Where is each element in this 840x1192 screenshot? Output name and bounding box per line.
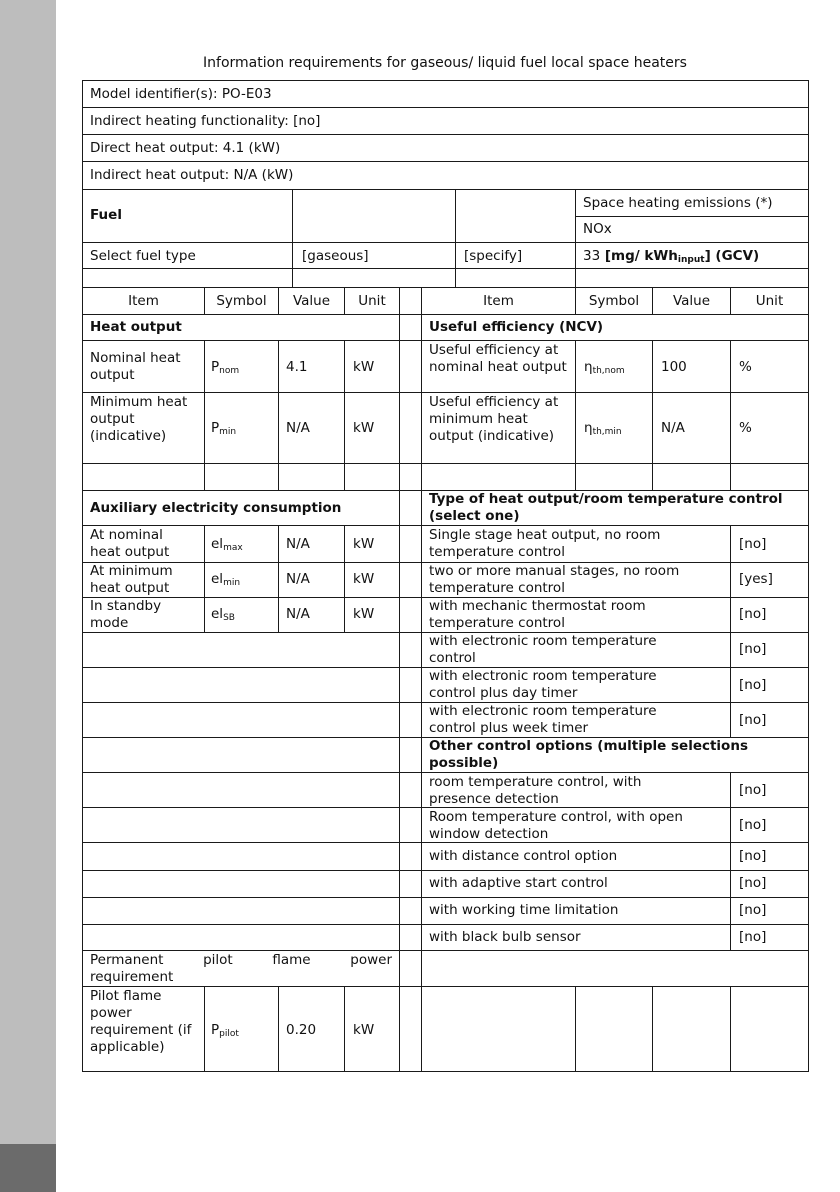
other-row-black-bulb-value: [no]: [739, 929, 767, 945]
other-row-black-bulb: with black bulb sensor: [429, 929, 581, 945]
header-symbol-right: Symbol: [588, 293, 640, 309]
nominal-heat-output-unit: kW: [353, 359, 375, 375]
other-row-open-window: Room temperature control, with open window detection: [429, 809, 683, 842]
nox-label: NOx: [583, 221, 612, 237]
aux-row-minimum-unit: kW: [353, 571, 375, 587]
model-identifier: Model identifier(s): PO-E03: [90, 86, 272, 102]
useful-efficiency-nominal-value: 100: [661, 359, 687, 375]
useful-efficiency-minimum-item: Useful efficiency at minimum heat output (indicative): [429, 394, 559, 444]
header-symbol-left: Symbol: [216, 293, 267, 309]
useful-efficiency-nominal-item: Useful efficiency at nominal heat output: [429, 342, 567, 375]
other-row-distance: with distance control option: [429, 848, 618, 864]
permanent-pilot-label: Permanent pilot flame power requirement: [90, 952, 392, 985]
control-row-mechanic-thermostat: with mechanic thermostat room temperature control: [429, 598, 646, 631]
control-row-manual-stages: two or more manual stages, no room temperature control: [429, 563, 680, 596]
other-row-working-time-value: [no]: [739, 902, 767, 918]
aux-row-minimum-value: N/A: [286, 571, 310, 587]
header-item-right: Item: [483, 293, 514, 309]
aux-row-nominal-unit: kW: [353, 536, 375, 552]
aux-row-standby-value: N/A: [286, 606, 310, 622]
header-unit-left: Unit: [358, 293, 386, 309]
select-fuel-type: Select fuel type: [90, 248, 196, 264]
minimum-heat-output-item: Minimum heat output (indicative): [90, 394, 188, 444]
fuel-label: Fuel: [90, 207, 122, 223]
other-row-presence: room temperature control, with presence detection: [429, 774, 642, 807]
aux-row-standby-symbol: $el_{SB}$: [211, 606, 235, 623]
aux-row-standby-unit: kW: [353, 606, 375, 622]
other-row-working-time: with working time limitation: [429, 902, 619, 918]
other-row-open-window-value: [no]: [739, 817, 767, 833]
control-row-manual-stages-value: [yes]: [739, 571, 773, 587]
direct-heat-output: Direct heat output: 4.1 (kW): [90, 140, 281, 156]
control-row-week-timer-value: [no]: [739, 712, 767, 728]
other-row-distance-value: [no]: [739, 848, 767, 864]
fuel-specify: [specify]: [464, 248, 523, 264]
minimum-heat-output-symbol: $P_{min}$: [211, 420, 237, 437]
pilot-flame-value: 0.20: [286, 1022, 317, 1038]
header-value-right: Value: [672, 293, 711, 309]
aux-row-minimum-symbol: $el_{min}$: [211, 571, 241, 588]
control-row-mechanic-thermostat-value: [no]: [739, 606, 767, 622]
control-row-electronic-value: [no]: [739, 641, 767, 657]
other-row-presence-value: [no]: [739, 782, 767, 798]
aux-row-minimum-item: At minimum heat output: [90, 563, 173, 596]
useful-efficiency-title: Useful efficiency (NCV): [429, 319, 604, 335]
control-row-electronic: with electronic room temperature control: [429, 633, 657, 666]
aux-row-standby-item: In standby mode: [90, 598, 162, 631]
nominal-heat-output-item: Nominal heat output: [90, 350, 181, 383]
control-type-title: Type of heat output/room temperature control (select one): [429, 491, 783, 524]
minimum-heat-output-unit: kW: [353, 420, 375, 436]
control-row-day-timer: with electronic room temperature control plus day timer: [429, 668, 657, 701]
side-page-tab: [0, 1144, 56, 1192]
pilot-flame-item: Pilot flame power requirement (if applicable): [90, 988, 192, 1055]
nominal-heat-output-value: 4.1: [286, 359, 308, 375]
control-row-day-timer-value: [no]: [739, 677, 767, 693]
aux-row-nominal-item: At nominal heat output: [90, 527, 170, 560]
control-row-single-stage: Single stage heat output, no room temperature control: [429, 527, 661, 560]
control-row-single-stage-value: [no]: [739, 536, 767, 552]
pilot-flame-symbol: $P_{pilot}$: [211, 1022, 239, 1039]
aux-row-nominal-symbol: $el_{max}$: [211, 536, 243, 553]
indirect-heating-functionality: Indirect heating functionality: [no]: [90, 113, 321, 129]
aux-row-nominal-value: N/A: [286, 536, 310, 552]
useful-efficiency-minimum-unit: %: [739, 420, 752, 436]
header-unit-right: Unit: [755, 293, 784, 309]
pilot-flame-unit: kW: [353, 1022, 375, 1038]
page-title: Information requirements for gaseous/ liquid fuel local space heaters: [203, 55, 687, 71]
useful-efficiency-minimum-symbol: $\eta_{th,min}$: [584, 420, 622, 437]
other-row-adaptive-value: [no]: [739, 875, 767, 891]
other-row-adaptive: with adaptive start control: [429, 875, 608, 891]
header-value-left: Value: [292, 293, 331, 309]
nox-value: 33 [mg/ kWh$_{input}$] (GCV): [583, 248, 760, 265]
fuel-gaseous: [gaseous]: [302, 248, 369, 264]
other-control-title: Other control options (multiple selections possible): [429, 738, 748, 771]
header-item-left: Item: [128, 293, 159, 309]
side-margin-bar: [0, 0, 56, 1192]
minimum-heat-output-value: N/A: [286, 420, 310, 436]
aux-title: Auxiliary electricity consumption: [90, 500, 342, 516]
indirect-heat-output: Indirect heat output: N/A (kW): [90, 167, 294, 183]
control-row-week-timer: with electronic room temperature control plus week timer: [429, 703, 657, 736]
useful-efficiency-minimum-value: N/A: [661, 420, 685, 436]
useful-efficiency-nominal-symbol: $\eta_{th,nom}$: [584, 359, 625, 376]
nominal-heat-output-symbol: $P_{nom}$: [211, 359, 240, 376]
useful-efficiency-nominal-unit: %: [739, 359, 752, 375]
emissions-header: Space heating emissions (*): [583, 195, 773, 211]
heat-output-title: Heat output: [90, 319, 182, 335]
